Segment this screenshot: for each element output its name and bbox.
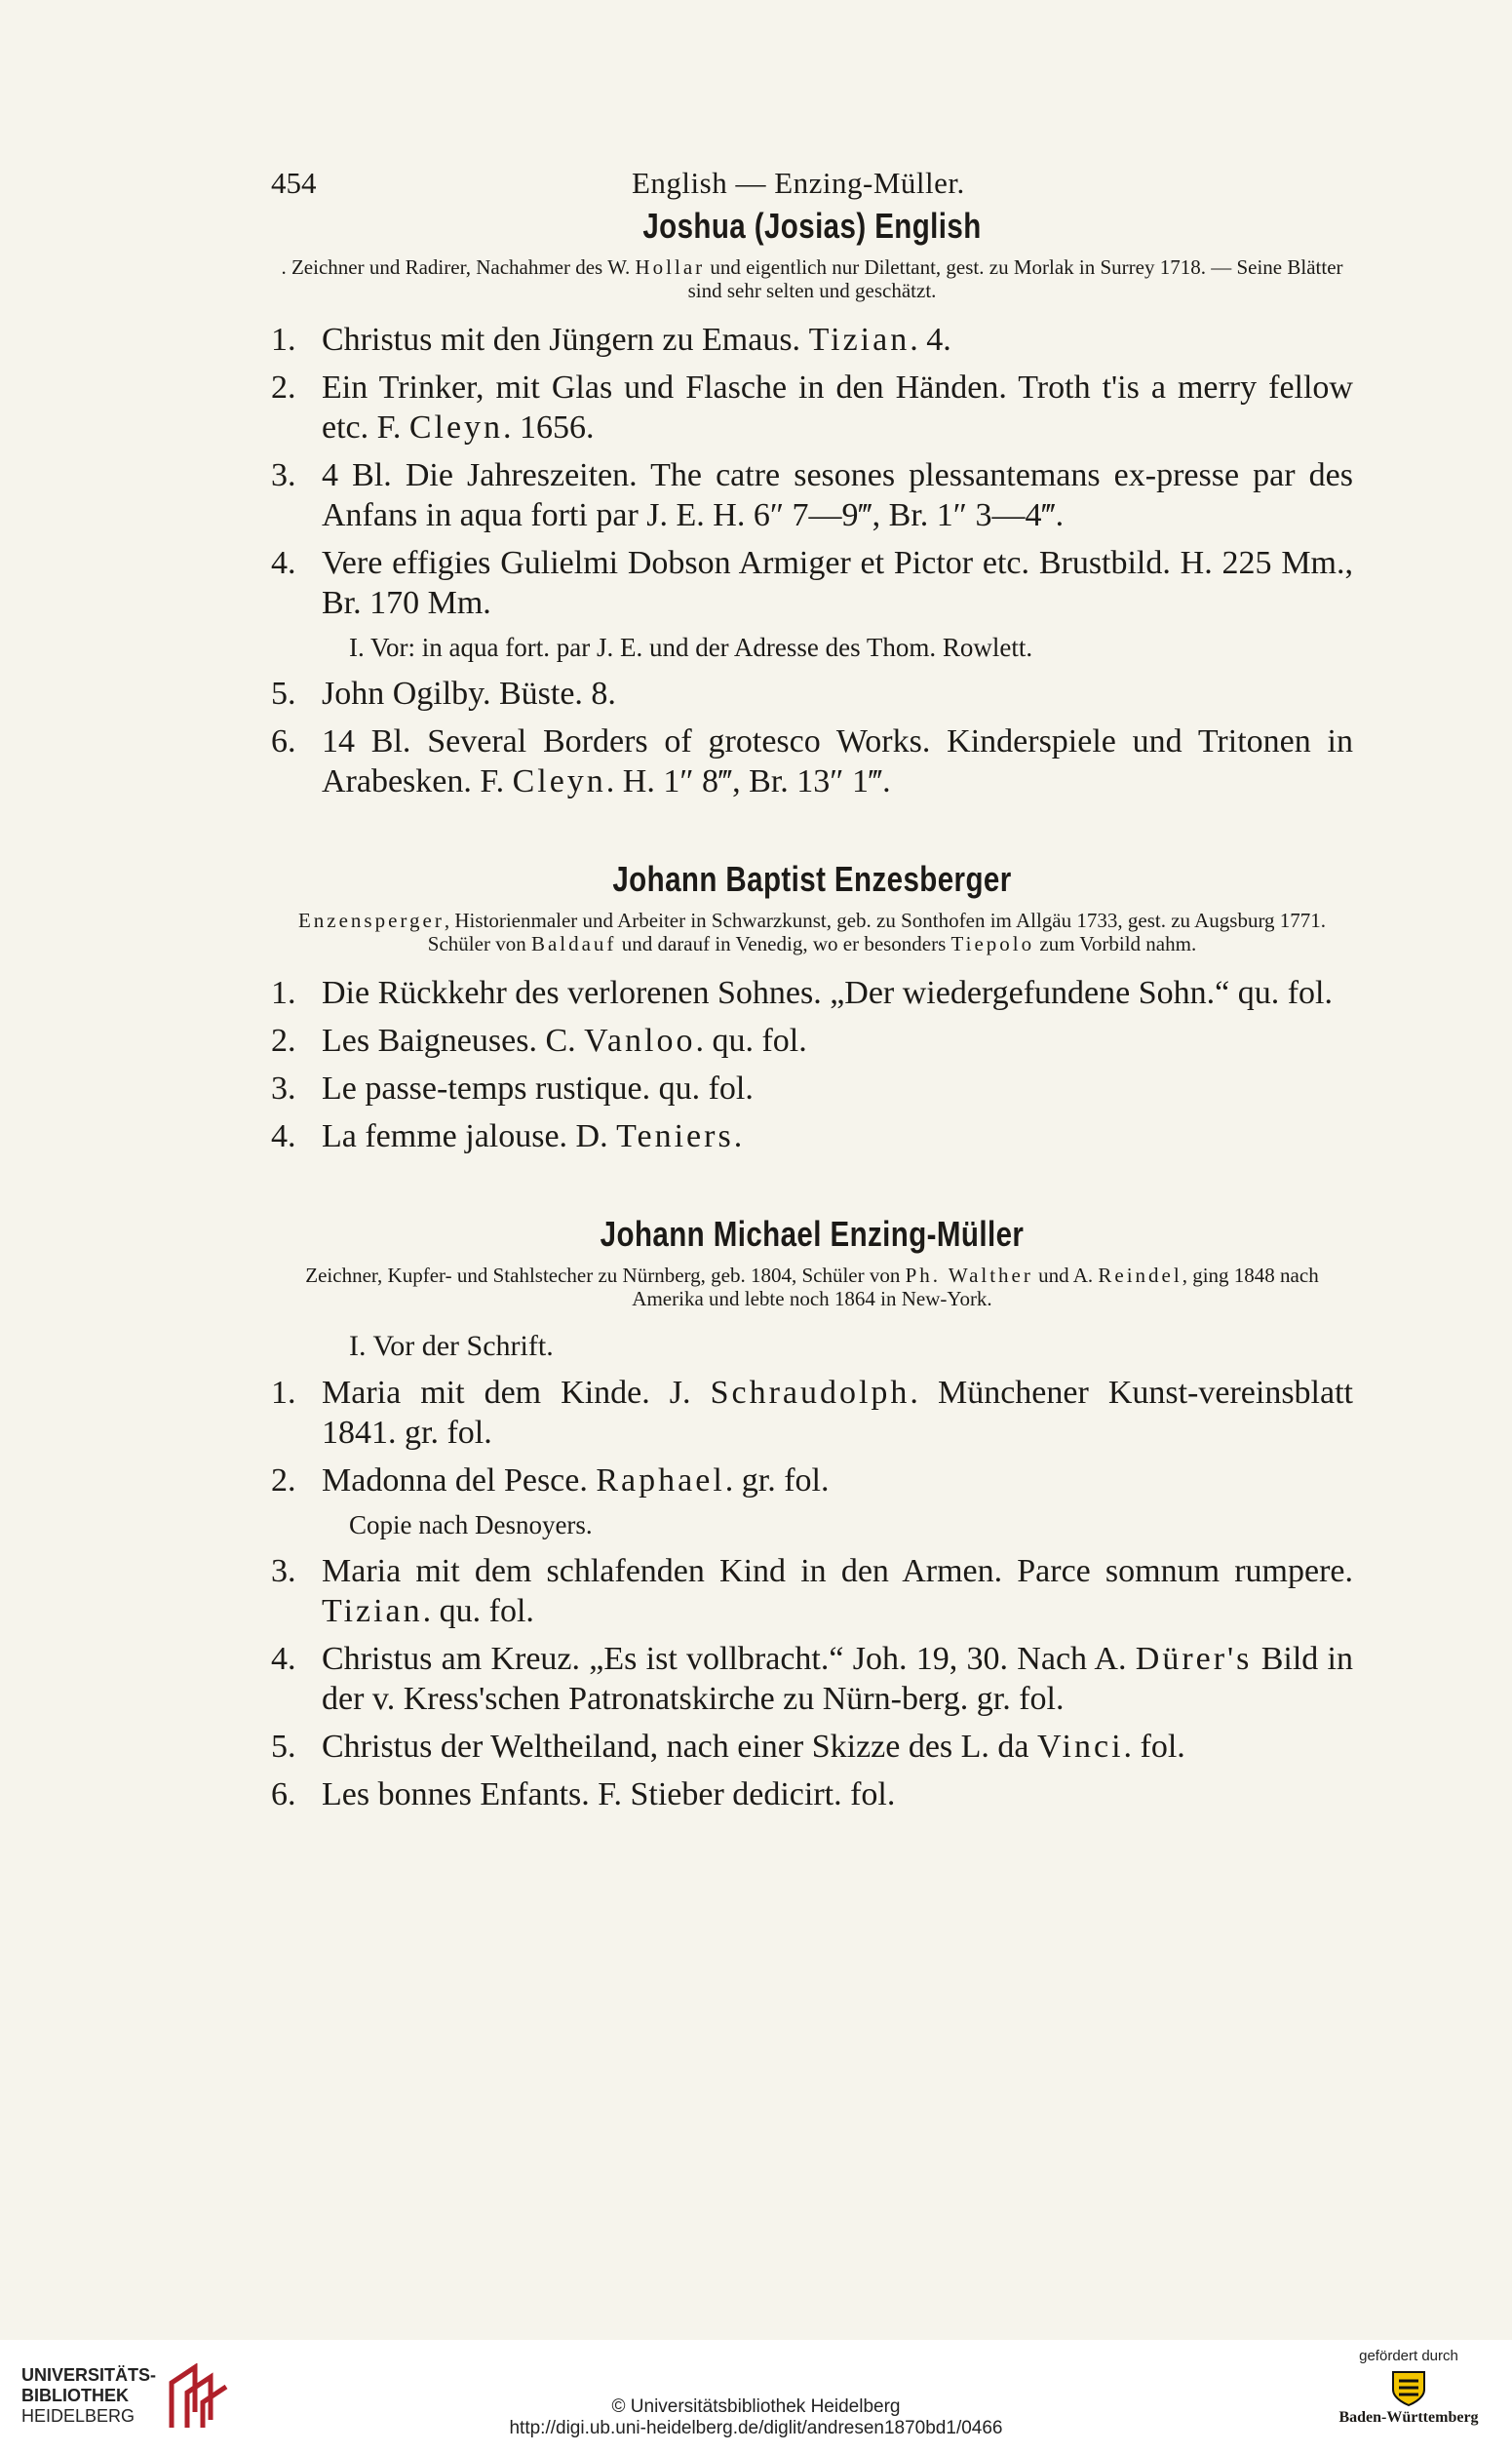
catalogue-entry <box>271 1069 1353 1109</box>
spaced-name: Tizian <box>808 322 911 358</box>
sponsor-block[interactable] <box>1321 2348 1496 2427</box>
text-run: Bild in der v. Kress'schen Patronatskirche zu Nürn-berg. gr. fol. <box>322 1641 1353 1717</box>
text-run: . fol. <box>1123 1729 1185 1765</box>
spaced-name: Baldauf <box>530 932 617 955</box>
catalogue-entry <box>271 1021 1353 1061</box>
catalogue-entry <box>271 1551 1353 1631</box>
text-run: . Münchener Kunst-vereinsblatt 1841. gr. fol. <box>322 1375 1353 1451</box>
text-run: . H. 1″ 8‴, Br. 13″ 1‴. <box>605 763 891 799</box>
spaced-name: Raphael <box>596 1462 725 1499</box>
catalogue-entry <box>271 973 1353 1013</box>
catalogue-entry <box>271 1460 1353 1500</box>
text-run: John Ogilby. Büste. 8. <box>322 676 616 712</box>
text-run: , ging 1848 nach Amerika und lebte noch 1864 in New-York. <box>632 1264 1319 1310</box>
text-run: . 1656. <box>503 409 595 446</box>
spaced-name: Hollar <box>635 255 706 279</box>
spaced-name: Ph. Walther <box>905 1264 1033 1287</box>
catalogue-entry <box>271 1116 1353 1156</box>
text-run: Ein Trinker, mit Glas und Flasche in den Händen. Troth t'is a merry fellow etc. F. <box>322 370 1353 446</box>
text-run: Maria mit dem Kinde. J. <box>322 1375 711 1411</box>
baden-wuerttemberg-crest-icon <box>1387 2368 1430 2407</box>
text-run: Maria mit dem schlafenden Kind in den Armen. Parce somnum rumpere. <box>322 1553 1353 1589</box>
footer-bar <box>0 2340 1512 2453</box>
catalogue-entry <box>271 455 1353 535</box>
artist-name: Johann Michael Enzing-Müller <box>600 1214 1025 1254</box>
catalogue-entry <box>271 1639 1353 1719</box>
entry-number: 4. <box>271 1118 296 1154</box>
text-run: . 4. <box>910 322 951 358</box>
artist-sections <box>271 205 1353 1814</box>
catalogue-entry <box>271 721 1353 801</box>
spaced-name: Reindel <box>1098 1264 1182 1287</box>
spaced-name: Teniers <box>616 1118 734 1154</box>
catalogue-entry <box>271 543 1353 623</box>
text-run: La femme jalouse. D. <box>322 1118 617 1154</box>
text-run: 4 Bl. Die Jahreszeiten. The catre sesones plessantemans ex-presse par des Anfans in aqua forti par J. E. H. 6″ 7—9‴, Br. 1″ 3—4‴. <box>322 457 1353 533</box>
artist-section <box>271 205 1353 801</box>
library-line-1: UNIVERSITÄTS- <box>21 2365 157 2385</box>
entry-number: 5. <box>271 1729 296 1765</box>
sponsor-name: Baden-Württemberg <box>1338 2409 1479 2426</box>
text-run: Les bonnes Enfants. F. Stieber dedicirt. fol. <box>322 1776 896 1812</box>
spaced-name: Enzensperger <box>297 909 445 932</box>
entry-number: 1. <box>271 975 296 1011</box>
text-run: . gr. fol. <box>724 1462 830 1499</box>
spaced-name: Tiepolo <box>950 932 1035 955</box>
entry-number: 4. <box>271 1641 296 1677</box>
catalogue-entry <box>271 1727 1353 1767</box>
text-run: Madonna del Pesce. <box>322 1462 597 1499</box>
catalogue-entry <box>271 1373 1353 1453</box>
entry-number: 2. <box>271 1023 296 1059</box>
page-number: 454 <box>271 166 317 200</box>
text-run: . Zeichner und Radirer, Nachahmer des W. <box>281 255 636 279</box>
spaced-name: Tizian <box>322 1593 423 1629</box>
text-run: Vere effigies Gulielmi Dobson Armiger et Pictor etc. Brustbild. H. 225 Mm., Br. 170 Mm. <box>322 545 1353 621</box>
artist-section <box>271 858 1353 1156</box>
copyright-text: © Universitätsbibliothek Heidelberg <box>611 2396 901 2417</box>
text-run: Christus am Kreuz. „Es ist vollbracht.“ Joh. 19, 30. Nach A. <box>322 1641 1136 1677</box>
text-run: . qu. fol. <box>695 1023 807 1059</box>
entry-number: 2. <box>271 370 296 406</box>
library-line-2: BIBLIOTHEK <box>21 2386 129 2405</box>
spaced-name: Cleyn <box>512 763 606 799</box>
text-run: Zeichner, Kupfer- und Stahlstecher zu Nürnberg, geb. 1804, Schüler von <box>305 1264 906 1287</box>
text-run: Les Baigneuses. C. <box>322 1023 585 1059</box>
entry-number: 3. <box>271 457 296 493</box>
text-run: und A. <box>1032 1264 1099 1287</box>
running-head <box>271 146 1353 205</box>
entry-note: I. Vor: in aqua fort. par J. E. und der Adresse des Thom. Rowlett. <box>349 633 1033 662</box>
entry-number: 2. <box>271 1462 296 1499</box>
entry-note: Copie nach Desnoyers. <box>349 1510 593 1539</box>
text-run: Christus mit den Jüngern zu Emaus. <box>322 322 809 358</box>
artist-biography <box>281 909 1343 955</box>
text-run: , Historienmaler und Arbeiter in Schwarzkunst, geb. zu Sonthofen im Allgäu 1733, gest. zu Augsburg 1771. Schüler von <box>427 909 1327 955</box>
text-run: Christus der Weltheiland, nach einer Skizze des L. da <box>322 1729 1038 1765</box>
catalogue-entry <box>271 1774 1353 1814</box>
text-run: 14 Bl. Several Borders of grotesco Works. Kinderspiele und Tritonen in Arabesken. F. <box>322 723 1353 799</box>
entry-number: 1. <box>271 322 296 358</box>
artist-section <box>271 1213 1353 1814</box>
entry-number: 1. <box>271 1375 296 1411</box>
text-run: und darauf in Venedig, wo er besonders <box>616 932 951 955</box>
permalink-url[interactable]: http://digi.ub.uni-heidelberg.de/diglit/andresen1870bd1/0466 <box>509 2418 1003 2438</box>
artist-biography <box>281 1264 1343 1310</box>
entry-number: 3. <box>271 1071 296 1107</box>
catalogue-entry <box>271 320 1353 360</box>
entry-number: 6. <box>271 723 296 759</box>
library-line-3: HEIDELBERG <box>21 2406 136 2426</box>
spaced-name: Dürer's <box>1135 1641 1253 1677</box>
catalogue-entry <box>271 368 1353 448</box>
artist-biography <box>281 255 1343 302</box>
spaced-name: Vanloo <box>584 1023 696 1059</box>
text-run: . <box>733 1118 743 1154</box>
entry-number: 3. <box>271 1553 296 1589</box>
artist-name: Johann Baptist Enzesberger <box>612 859 1012 899</box>
entry-number: 6. <box>271 1776 296 1812</box>
sponsor-label: gefördert durch <box>1359 2348 1458 2364</box>
running-title: English — Enzing-Müller. <box>632 166 965 200</box>
entry-number: 4. <box>271 545 296 581</box>
text-run: zum Vorbild nahm. <box>1034 932 1197 955</box>
text-run: Die Rückkehr des verlorenen Sohnes. „Der wiedergefundene Sohn.“ qu. fol. <box>322 975 1333 1011</box>
page-content <box>271 146 1353 1822</box>
state-subheading: I. Vor der Schrift. <box>349 1330 554 1362</box>
text-run: und eigentlich nur Dilettant, gest. zu Morlak in Surrey 1718. — Seine Blätter sind sehr selten und geschätzt. <box>687 255 1343 302</box>
spaced-name: Schraudolph <box>710 1375 911 1411</box>
spaced-name: Vinci <box>1037 1729 1124 1765</box>
spaced-name: Cleyn <box>408 409 504 446</box>
copyright-block <box>0 2396 1512 2439</box>
catalogue-entry <box>271 674 1353 714</box>
artist-name: Joshua (Josias) English <box>642 206 982 246</box>
text-run: . qu. fol. <box>422 1593 534 1629</box>
entry-number: 5. <box>271 676 296 712</box>
text-run: Le passe-temps rustique. qu. fol. <box>322 1071 754 1107</box>
